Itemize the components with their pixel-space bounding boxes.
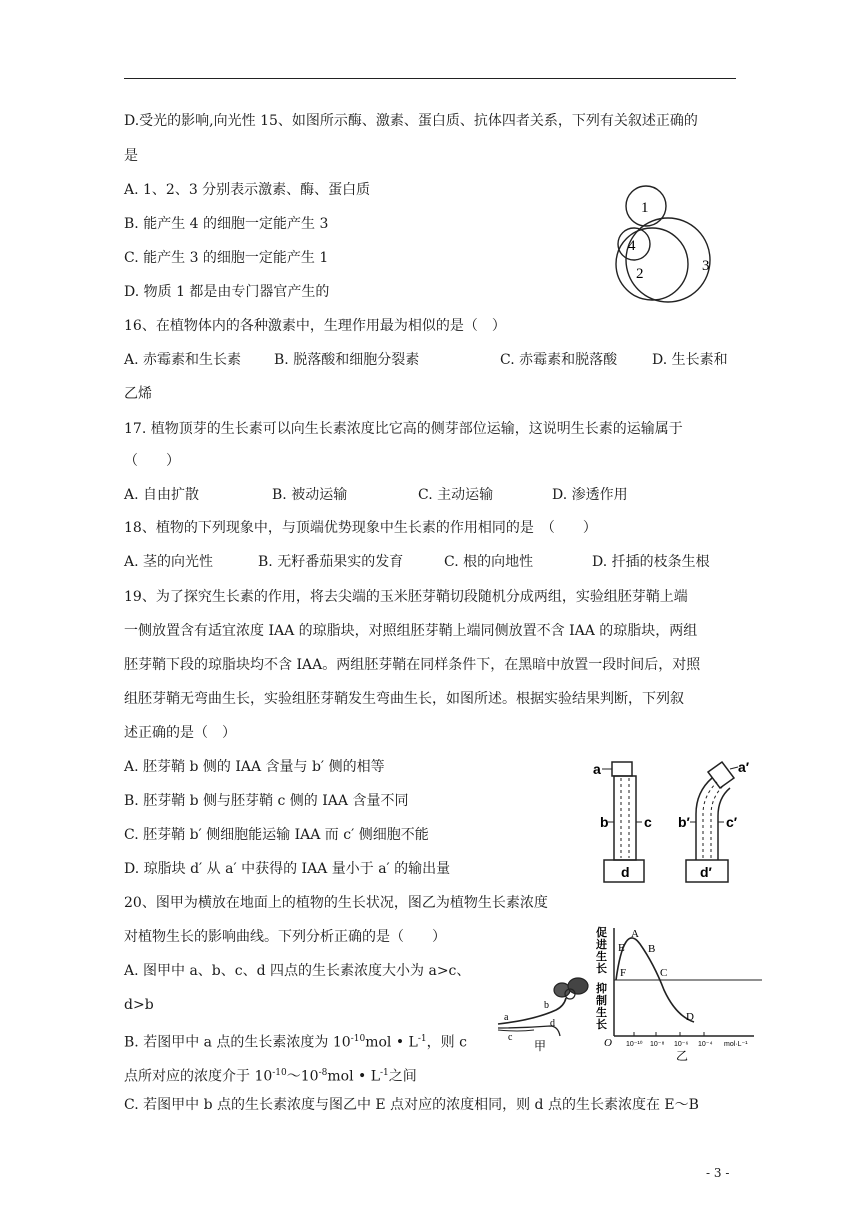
q15-stem-cont: 是 bbox=[124, 148, 138, 164]
q20-b-part3: ，则 c bbox=[426, 1034, 467, 1051]
q16-option-a: A. 赤霉素和生长素 bbox=[124, 352, 242, 368]
curve-point-c: C bbox=[660, 967, 668, 979]
q19-stem-4: 组胚芽鞘无弯曲生长，实验组胚芽鞘发生弯曲生长，如图所述。根据实验结果判断，下列叙 bbox=[124, 691, 684, 707]
label-a: a bbox=[593, 761, 601, 777]
q19-stem-2: 一侧放置含有适宜浓度 IAA 的琼脂块，对照组胚芽鞘上端同侧放置不含 IAA 的琼脂块，两组 bbox=[124, 623, 698, 639]
y-label-inhibit-3: 生 bbox=[596, 1007, 607, 1019]
horizontal-plant-figure bbox=[494, 970, 594, 1052]
q19-option-a: A. 胚芽鞘 b 侧的 IAA 含量与 b′ 侧的相等 bbox=[124, 759, 385, 775]
circle-label-1: 1 bbox=[641, 200, 649, 216]
tick-1e-6: 10⁻⁶ bbox=[674, 1041, 689, 1048]
q15-option-b: B. 能产生 4 的细胞一定能产生 3 bbox=[124, 216, 329, 232]
q19-stem-1: 19、为了探究生长素的作用，将去尖端的玉米胚芽鞘切段随机分成两组，实验组胚芽鞘上端 bbox=[124, 589, 688, 605]
tick-1e-4: 10⁻⁴ bbox=[698, 1041, 713, 1048]
q17-option-a: A. 自由扩散 bbox=[124, 487, 200, 503]
q19-stem-3: 胚芽鞘下段的琼脂块均不含 IAA。两组胚芽鞘在同样条件下，在黑暗中放置一段时间后，对照 bbox=[124, 657, 701, 673]
y-label-inhibit-2: 制 bbox=[596, 995, 607, 1007]
q18-option-c: C. 根的向地性 bbox=[444, 554, 534, 570]
q15-stem: D.受光的影响,向光性 15、如图所示酶、激素、蛋白质、抗体四者关系，下列有关叙述正确的 bbox=[124, 113, 698, 129]
q15-option-d: D. 物质 1 都是由专门器官产生的 bbox=[124, 284, 330, 300]
coleoptile-experiment-figure bbox=[592, 756, 756, 888]
q17-option-c: C. 主动运输 bbox=[418, 487, 494, 503]
q20-bc-part3: mol • L bbox=[327, 1068, 381, 1085]
q20-b-part2: mol • L bbox=[365, 1034, 418, 1051]
y-label-inhibit-1: 抑 bbox=[596, 983, 607, 995]
plant-label-d: d bbox=[550, 1018, 555, 1029]
plant-label-c: c bbox=[508, 1032, 513, 1043]
figure-caption-jia: 甲 bbox=[534, 1039, 547, 1052]
q16-option-d: D. 生长素和 bbox=[652, 352, 728, 368]
q20-bc-exp1: -10 bbox=[272, 1068, 287, 1078]
y-label-inhibit-4: 长 bbox=[596, 1019, 607, 1031]
q20-b-exp2: -1 bbox=[417, 1034, 427, 1044]
y-label-promote-1: 促 bbox=[596, 927, 607, 939]
q20-option-c: C. 若图甲中 b 点的生长素浓度与图乙中 E 点对应的浓度相同，则 d 点的生长素浓度在 E～B bbox=[124, 1097, 699, 1113]
q19-stem-5: 述正确的是（ ） bbox=[124, 725, 236, 741]
q17-stem: 17. 植物顶芽的生长素可以向生长素浓度比它高的侧芽部位运输，这说明生长素的运输属于 bbox=[124, 421, 683, 437]
header-rule bbox=[124, 78, 736, 79]
q15-option-c: C. 能产生 3 的细胞一定能产生 1 bbox=[124, 250, 329, 266]
circle-label-3: 3 bbox=[702, 258, 710, 274]
q17-option-b: B. 被动运输 bbox=[272, 487, 348, 503]
q20-option-a-cont: d>b bbox=[124, 997, 154, 1013]
q20-bc-part1: 点所对应的浓度介于 10 bbox=[124, 1068, 273, 1085]
q19-option-c: C. 胚芽鞘 b′ 侧细胞能运输 IAA 而 c′ 侧细胞不能 bbox=[124, 827, 429, 843]
q20-option-a: A. 图甲中 a、b、c、d 四点的生长素浓度大小为 a>c、 bbox=[124, 963, 471, 979]
q20-b-exp1: -10 bbox=[350, 1034, 366, 1044]
plant-label-b: b bbox=[544, 1000, 549, 1011]
q16-option-c: C. 赤霉素和脱落酸 bbox=[500, 352, 618, 368]
curve-origin: O bbox=[604, 1037, 612, 1049]
label-c: c bbox=[644, 814, 652, 830]
x-axis-unit: mol·L⁻¹ bbox=[724, 1041, 748, 1048]
label-d: d bbox=[621, 864, 630, 880]
q20-bc-exp2: -8 bbox=[318, 1068, 328, 1078]
q19-option-b: B. 胚芽鞘 b 侧与胚芽鞘 c 侧的 IAA 含量不同 bbox=[124, 793, 409, 809]
curve-point-a: A bbox=[631, 928, 639, 940]
curve-point-e: E bbox=[618, 942, 625, 954]
q19-option-d: D. 琼脂块 d′ 从 a′ 中获得的 IAA 量小于 a′ 的输出量 bbox=[124, 861, 451, 877]
auxin-concentration-curve bbox=[594, 924, 764, 1062]
q20-bc-exp3: -1 bbox=[380, 1068, 389, 1078]
q16-option-d-cont: 乙烯 bbox=[124, 386, 152, 402]
q18-option-d: D. 扦插的枝条生根 bbox=[592, 554, 710, 570]
curve-point-d: D bbox=[686, 1011, 694, 1023]
label-b-prime: b′ bbox=[678, 814, 690, 830]
plant-leaf-right bbox=[568, 978, 588, 994]
plant-label-a: a bbox=[504, 1012, 509, 1023]
q18-option-b: B. 无籽番茄果实的发育 bbox=[258, 554, 404, 570]
q18-stem: 18、植物的下列现象中，与顶端优势现象中生长素的作用相同的是 （ ） bbox=[124, 520, 597, 536]
agar-block-a bbox=[612, 762, 632, 776]
page-number: - 3 - bbox=[706, 1166, 730, 1180]
q18-option-a: A. 茎的向光性 bbox=[124, 554, 214, 570]
q20-option-b bbox=[124, 1030, 467, 1052]
q20-stem-2: 对植物生长的影响曲线。下列分析正确的是（ ） bbox=[124, 929, 446, 945]
y-label-promote-4: 长 bbox=[596, 963, 607, 975]
label-d-prime: d′ bbox=[700, 864, 712, 880]
curve-point-b: B bbox=[648, 943, 656, 955]
circle-relationship-figure bbox=[606, 184, 718, 304]
y-label-promote-3: 生 bbox=[596, 951, 607, 963]
circle-label-2: 2 bbox=[636, 266, 644, 282]
curve-point-f: F bbox=[620, 967, 627, 979]
q20-option-b-cont bbox=[124, 1064, 417, 1086]
q15-option-a: A. 1、2、3 分别表示激素、酶、蛋白质 bbox=[124, 182, 371, 198]
q17-bracket: （ ） bbox=[124, 453, 180, 469]
label-a-prime: a′ bbox=[738, 759, 750, 775]
coleoptile-control bbox=[614, 776, 636, 860]
figure-caption-yi: 乙 bbox=[676, 1049, 689, 1062]
y-label-promote-2: 进 bbox=[596, 939, 607, 951]
q20-b-part1: B. 若图甲中 a 点的生长素浓度为 10 bbox=[124, 1034, 351, 1051]
q20-stem-1: 20、图甲为横放在地面上的植物的生长状况，图乙为植物生长素浓度 bbox=[124, 895, 548, 911]
label-b: b bbox=[600, 814, 609, 830]
q17-option-d: D. 渗透作用 bbox=[552, 487, 628, 503]
agar-block-a-prime bbox=[708, 762, 734, 788]
q16-stem: 16、在植物体内的各种激素中，生理作用最为相似的是（ ） bbox=[124, 318, 506, 334]
q20-bc-part4: 之间 bbox=[388, 1068, 417, 1085]
tick-1e-10: 10⁻¹⁰ bbox=[626, 1041, 643, 1048]
q20-bc-part2: ～10 bbox=[286, 1068, 319, 1085]
label-c-prime: c′ bbox=[726, 814, 738, 830]
q16-option-b: B. 脱落酸和细胞分裂素 bbox=[274, 352, 420, 368]
tick-1e-8: 10⁻⁸ bbox=[650, 1041, 665, 1048]
circle-label-4: 4 bbox=[628, 238, 636, 254]
